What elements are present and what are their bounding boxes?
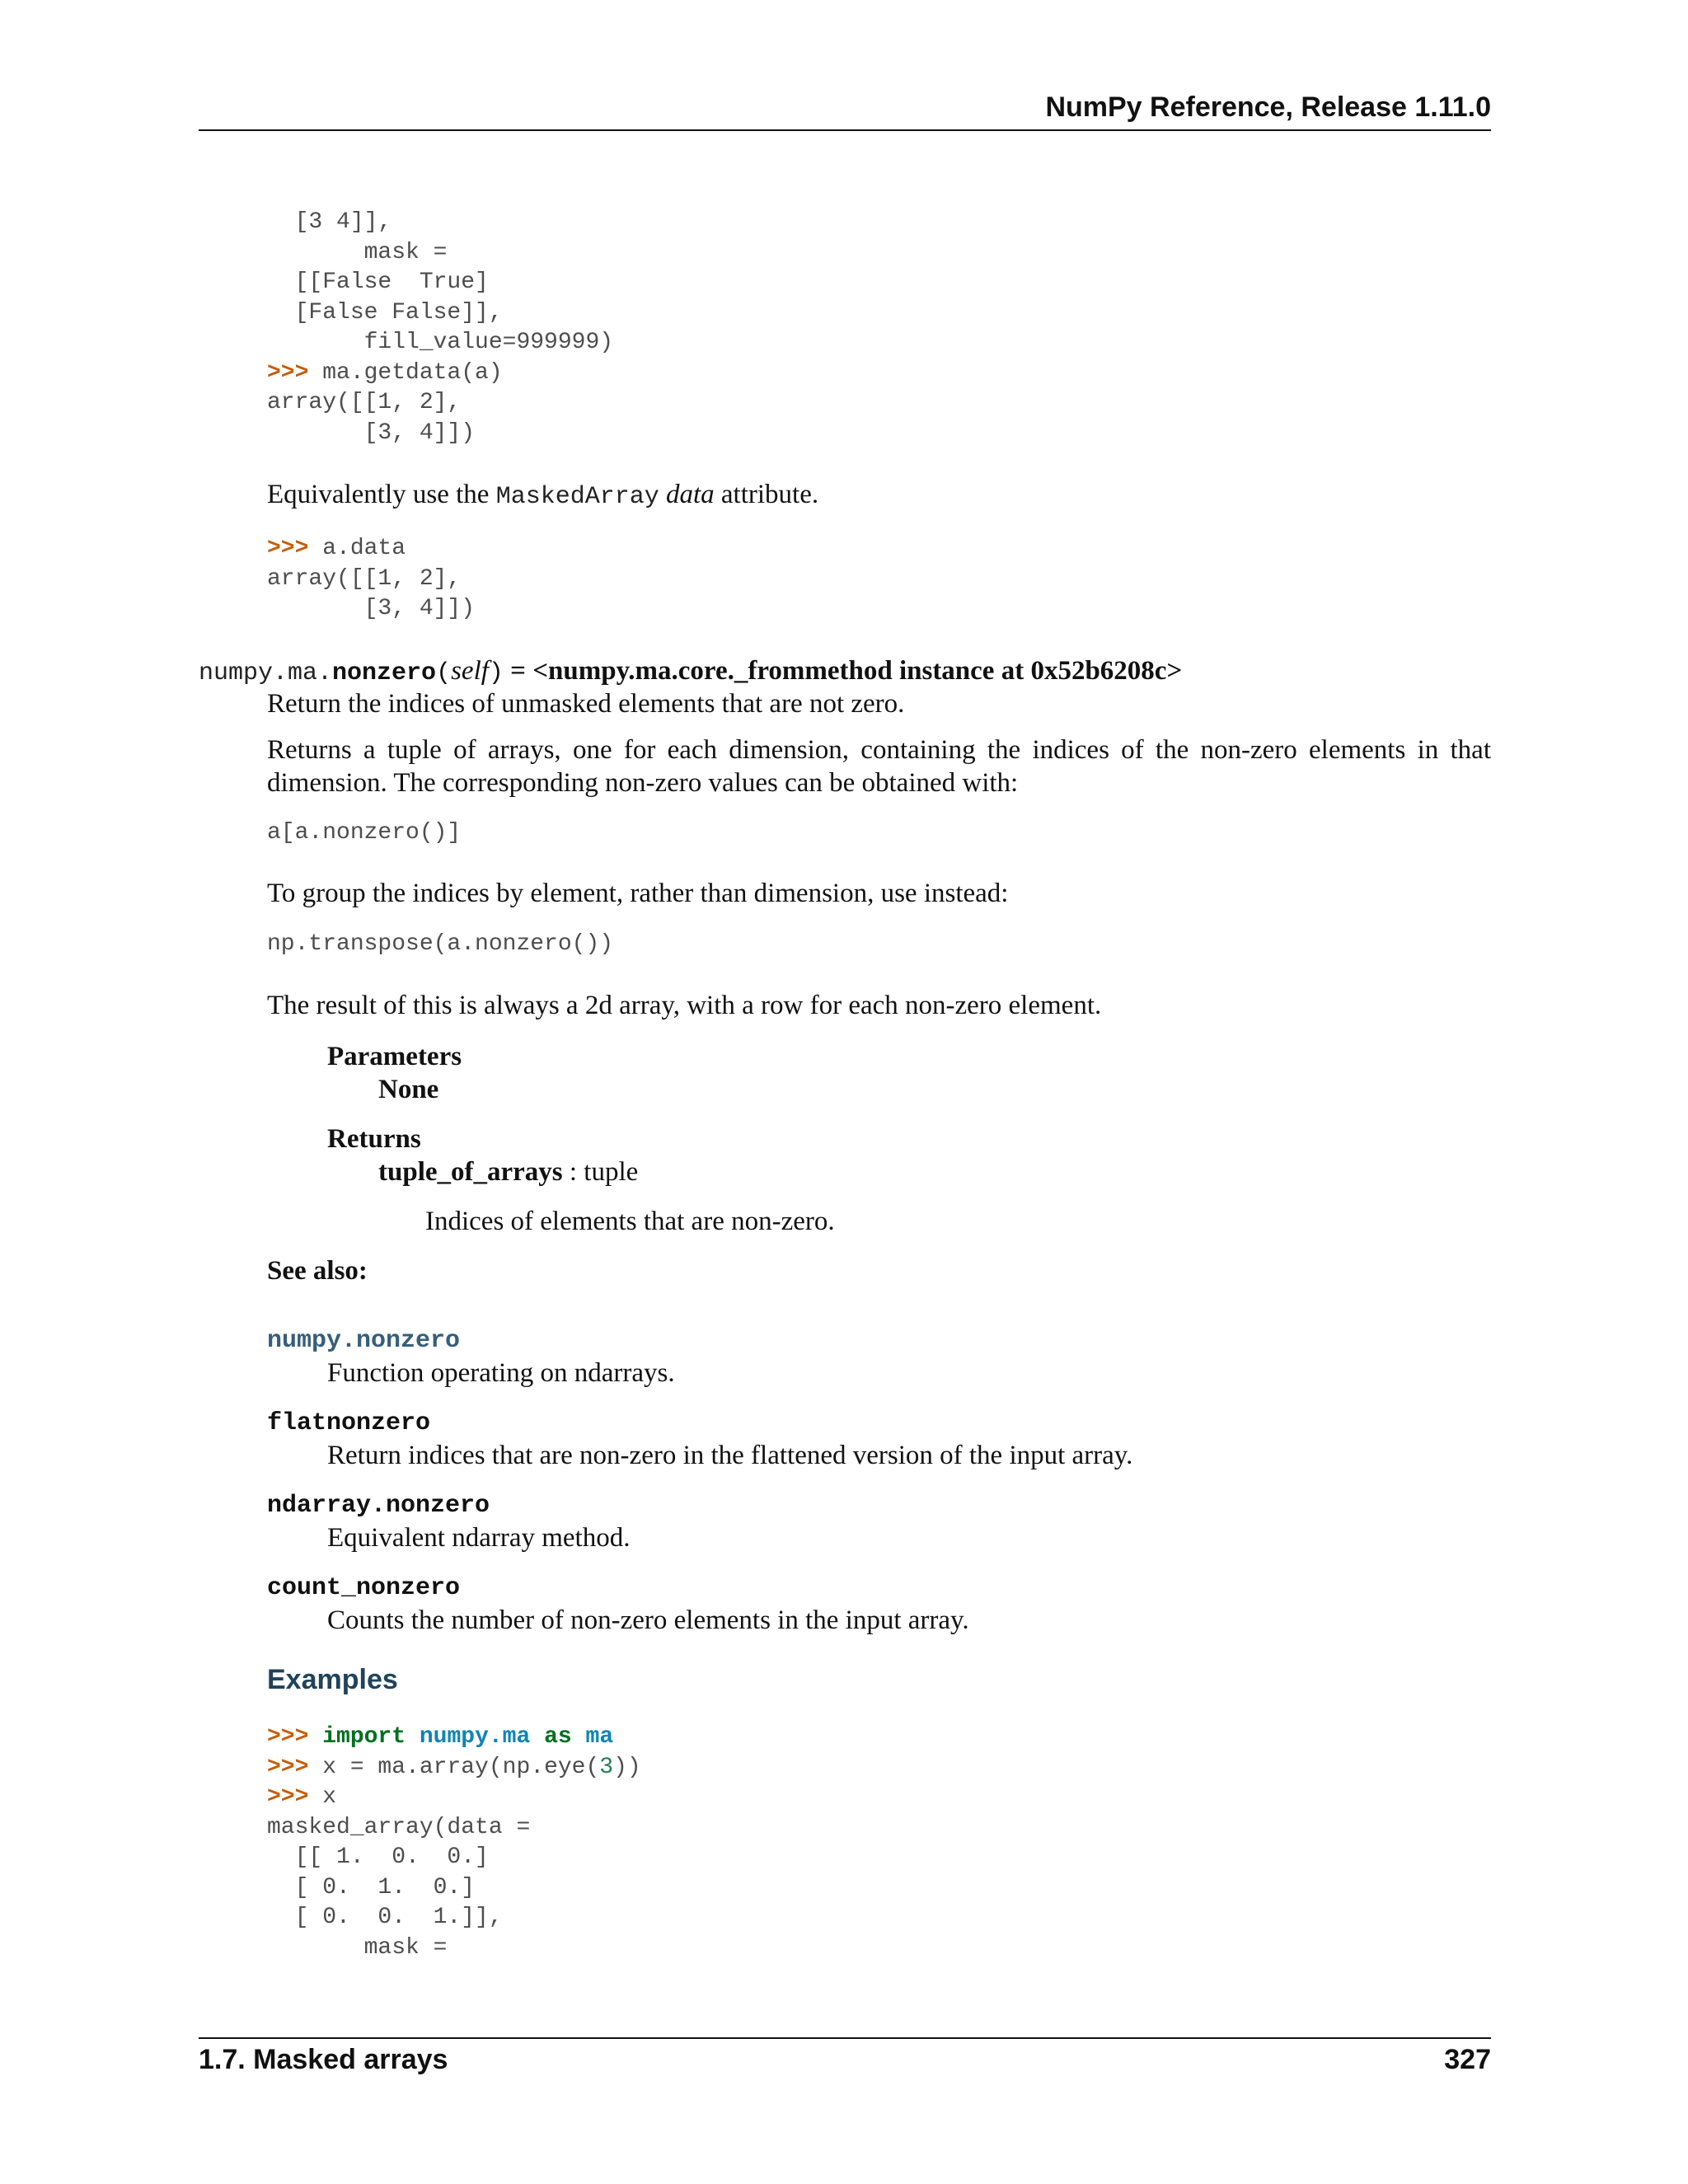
code-command: ma.getdata(a) [322, 359, 503, 386]
code-line: fill_value=999999) [267, 330, 614, 355]
footer-page-number: 327 [1444, 2044, 1491, 2075]
code-block-data [267, 534, 475, 625]
code-line: [3 4]], [267, 209, 392, 235]
code-output-line: [3, 4]]) [267, 596, 476, 621]
returns-heading: Returns [327, 1124, 421, 1154]
code-output-line: [[ 1. 0. 0.] [267, 1844, 489, 1870]
parameters-value: None [378, 1075, 439, 1104]
code-line: [False False]], [267, 299, 503, 326]
code-prompt: >>> [267, 536, 323, 561]
see-also-link-numpy-nonzero[interactable]: numpy.nonzero [267, 1327, 461, 1355]
returns-name: tuple_of_arrays [378, 1157, 563, 1187]
code-number: 3 [599, 1754, 614, 1780]
code-snippet-transpose: np.transpose(a.nonzero()) [267, 931, 614, 957]
footer-rule [199, 2037, 1491, 2039]
see-also-description: Function operating on ndarrays. [327, 1358, 675, 1388]
code-block-examples: >>> import numpy.ma as ma >>> x = ma.array(np.eye(3)) >>> x masked_array(data = [[ 1. 0. 0.] [ 0. 1. 0.] [ 0. 0. 1.]], mask = [267, 1724, 641, 1961]
code-prompt: >>> [267, 1784, 323, 1810]
inline-italic: data [665, 480, 715, 509]
signature-module: numpy.ma. [199, 659, 333, 687]
see-also-description: Equivalent ndarray method. [327, 1523, 631, 1553]
returns-description: Indices of elements that are non-zero. [425, 1207, 835, 1236]
equivalence-paragraph: Equivalently use the MaskedArray data attribute. [267, 480, 819, 511]
see-also-description: Return indices that are non-zero in the flattened version of the input array. [327, 1441, 1133, 1470]
code-keyword: as [544, 1724, 572, 1750]
result-text: The result of this is always a 2d array, with a row for each non-zero element. [267, 991, 1102, 1020]
inline-code: MaskedArray [495, 483, 659, 511]
examples-heading: Examples [267, 1664, 398, 1695]
code-output-line: [ 0. 1. 0.] [267, 1874, 476, 1900]
group-text: To group the indices by element, rather than dimension, use instead: [267, 879, 1009, 908]
signature-value: = <numpy.ma.core._frommethod instance at 0x52b6208c> [503, 656, 1183, 686]
code-output-line: [ 0. 0. 1.]], [267, 1905, 503, 1930]
code-block-continued [267, 208, 613, 448]
code-output-line: array([[1, 2], [267, 390, 462, 415]
code-command: a.data [322, 536, 406, 561]
code-snippet-index: a[a.nonzero()] [267, 820, 462, 846]
summary-text: Return the indices of unmasked elements that are not zero. [267, 689, 905, 719]
signature-name: nonzero [332, 659, 437, 687]
running-header: NumPy Reference, Release 1.11.0 [1045, 91, 1491, 123]
code-line: [[False True] [267, 269, 489, 295]
code-prompt: >>> [267, 1724, 323, 1750]
code-output-line: masked_array(data = [267, 1814, 531, 1840]
code-prompt: >>> [267, 1754, 323, 1780]
parameters-heading: Parameters [327, 1042, 462, 1071]
code-output-line: mask = [267, 1934, 448, 1961]
code-prompt: >>> [267, 359, 323, 386]
details-paragraph: Returns a tuple of arrays, one for each dimension, containing the indices of the non-zero elements in that dimension. The corresponding non-zero values can be obtained with: [267, 735, 1491, 798]
code-keyword: import [322, 1724, 406, 1750]
code-output-line: [3, 4]]) [267, 419, 476, 446]
code-module-alias: ma [585, 1724, 614, 1750]
see-also-name-count-nonzero: count_nonzero [267, 1574, 461, 1602]
code-line: mask = [267, 239, 448, 265]
returns-entry [378, 1155, 638, 1188]
see-also-name-ndarray-nonzero: ndarray.nonzero [267, 1492, 490, 1520]
code-output-line: array([[1, 2], [267, 565, 462, 592]
function-signature: numpy.ma.nonzero(self) = <numpy.ma.core._frommethod instance at 0x52b6208c> [199, 656, 1183, 687]
see-also-heading: See also: [267, 1256, 368, 1286]
code-module-name: numpy.ma [419, 1724, 531, 1750]
header-rule [199, 129, 1491, 131]
see-also-name-flatnonzero: flatnonzero [267, 1409, 431, 1437]
see-also-description: Counts the number of non-zero elements in the input array. [327, 1605, 969, 1635]
footer-section-title: 1.7. Masked arrays [199, 2044, 448, 2075]
signature-param: self [451, 656, 489, 686]
returns-type: : tuple [562, 1157, 639, 1187]
